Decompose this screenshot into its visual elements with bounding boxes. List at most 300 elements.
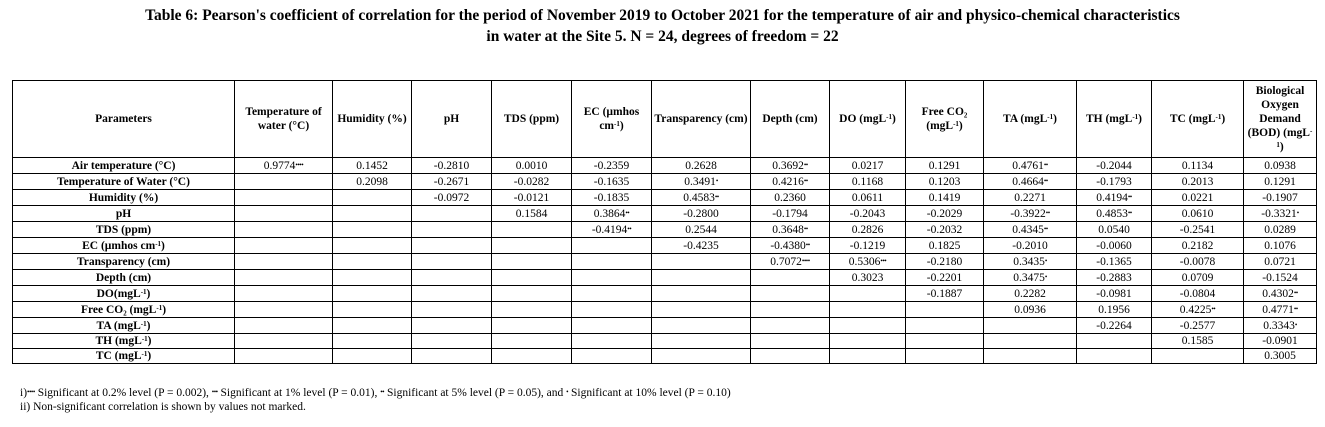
correlation-value: 0.1419 <box>928 191 961 204</box>
correlation-cell <box>1244 318 1317 334</box>
empty-cell <box>830 334 906 349</box>
correlation-value: -0.1365 <box>1096 255 1132 268</box>
correlation-value: -0.3321 <box>1261 208 1297 220</box>
empty-cell <box>412 270 492 286</box>
row-label-end: ) <box>161 239 165 252</box>
significance-mark: •• <box>1043 177 1048 185</box>
correlation-value: 0.3023 <box>851 271 884 284</box>
significance-mark: • <box>1044 273 1047 281</box>
correlation-cell <box>906 238 984 254</box>
table-notes <box>20 385 731 414</box>
header-text: EC (µmhos cm <box>583 106 640 132</box>
correlation-cell <box>830 206 906 222</box>
row-label <box>13 222 235 238</box>
correlation-value: 0.3692 <box>772 160 804 172</box>
header-text: Temperature of water (°C) <box>245 106 322 132</box>
correlation-value: -0.0078 <box>1179 255 1216 268</box>
row-label <box>13 318 235 334</box>
correlation-value: 0.0540 <box>1098 223 1130 236</box>
correlation-cell <box>1244 206 1317 222</box>
significance-mark: •••• <box>801 257 810 265</box>
column-header <box>412 81 492 158</box>
empty-cell <box>492 222 572 238</box>
correlation-cell <box>751 254 830 270</box>
note-text: Significant at 10% level (P = 0.10) <box>568 387 731 399</box>
correlation-cell <box>1152 222 1244 238</box>
empty-cell <box>412 238 492 254</box>
empty-cell <box>492 349 572 364</box>
significance-mark: •• <box>803 225 808 233</box>
correlation-cell <box>1152 334 1244 349</box>
header-text-end: ) <box>1279 141 1284 153</box>
correlation-value: 0.1076 <box>1264 239 1296 252</box>
correlation-cell <box>1244 302 1317 318</box>
correlation-value: -0.0282 <box>513 175 550 188</box>
empty-cell <box>906 349 984 364</box>
correlation-cell <box>906 254 984 270</box>
row-label-text: Humidity (%) <box>88 191 159 204</box>
empty-cell <box>333 302 412 318</box>
correlation-cell <box>1152 254 1244 270</box>
column-header <box>1244 81 1317 158</box>
correlation-cell <box>492 158 572 174</box>
header-text: TDS (ppm) <box>503 113 560 125</box>
correlation-cell <box>652 222 751 238</box>
correlation-value: -0.4380 <box>770 240 806 252</box>
correlation-cell <box>1077 302 1152 318</box>
significance-mark: •• <box>1043 225 1048 233</box>
row-label-text: Temperature of Water (°C) <box>57 175 190 188</box>
header-text: Free CO₂ (mgL <box>921 106 968 132</box>
correlation-value: 0.1203 <box>928 175 961 188</box>
correlation-cell <box>906 174 984 190</box>
row-label-superscript: -1 <box>155 239 162 248</box>
correlation-cell <box>1244 174 1317 190</box>
empty-cell <box>412 206 492 222</box>
correlation-cell <box>492 190 572 206</box>
correlation-cell <box>652 174 751 190</box>
header-row <box>13 81 1317 158</box>
empty-cell <box>906 302 984 318</box>
correlation-value: 0.2271 <box>1014 191 1046 204</box>
correlation-cell <box>984 302 1077 318</box>
empty-cell <box>235 206 333 222</box>
correlation-value: 0.1291 <box>928 159 961 172</box>
correlation-value: -0.0901 <box>1262 335 1298 347</box>
significance-mark: •••• <box>27 388 35 396</box>
correlation-cell <box>751 158 830 174</box>
significance-note <box>20 385 731 400</box>
header-text-end: ) <box>1221 113 1226 125</box>
correlation-value: 0.1134 <box>1181 159 1214 172</box>
table-row <box>13 302 1317 318</box>
header-text: Depth (cm) <box>762 113 818 125</box>
significance-mark: • <box>1044 257 1047 265</box>
correlation-value: 0.2360 <box>774 191 806 204</box>
correlation-cell <box>751 174 830 190</box>
empty-cell <box>751 334 830 349</box>
correlation-value: 0.2628 <box>685 159 717 172</box>
column-header <box>333 81 412 158</box>
empty-cell <box>235 270 333 286</box>
empty-cell <box>235 254 333 270</box>
row-label-text: EC (µmhos cm <box>82 239 156 252</box>
empty-cell <box>333 286 412 302</box>
table-caption <box>0 5 1325 47</box>
correlation-value: -0.2359 <box>593 159 630 172</box>
correlation-cell <box>1244 270 1317 286</box>
column-header <box>984 81 1077 158</box>
row-label-end: ) <box>162 303 167 316</box>
row-label <box>13 206 235 222</box>
correlation-value: 0.4225 <box>1179 304 1212 316</box>
empty-cell <box>412 286 492 302</box>
column-header <box>572 81 652 158</box>
empty-cell <box>830 349 906 364</box>
correlation-value: 0.0611 <box>851 191 884 204</box>
row-label-text: DO(mgL <box>96 287 141 300</box>
correlation-value: -0.2541 <box>1179 223 1216 236</box>
empty-cell <box>652 349 751 364</box>
correlation-cell <box>652 158 751 174</box>
note-text: Significant at 0.2% level (P = 0.002), <box>34 387 212 399</box>
correlation-cell <box>412 158 492 174</box>
correlation-value: 0.3343 <box>1263 320 1295 332</box>
table-row <box>13 174 1317 190</box>
correlation-cell <box>412 190 492 206</box>
empty-cell <box>751 270 830 286</box>
correlation-cell <box>1152 238 1244 254</box>
correlation-cell <box>1077 174 1152 190</box>
note-prefix: i) <box>20 387 28 399</box>
correlation-value: -0.2201 <box>926 271 963 284</box>
correlation-value: 0.2182 <box>1181 239 1214 252</box>
header-text: Parameters <box>95 113 152 125</box>
correlation-value: 0.4216 <box>772 176 804 188</box>
correlation-cell <box>1152 318 1244 334</box>
significance-mark: •• <box>1293 305 1298 313</box>
column-header <box>1077 81 1152 158</box>
correlation-value: 0.0610 <box>1181 207 1214 220</box>
correlation-value: 0.4345 <box>1012 224 1044 236</box>
correlation-value: 0.9774 <box>263 160 296 172</box>
correlation-value: 0.2544 <box>685 223 717 236</box>
non-significant-note: ii) Non-significant correlation is shown by values not marked. <box>20 401 306 413</box>
correlation-value: 0.3864 <box>593 208 626 220</box>
header-text: TH (mgL <box>1085 113 1133 125</box>
empty-cell <box>830 302 906 318</box>
header-superscript: -1 <box>1132 113 1139 121</box>
correlation-value: -0.2264 <box>1096 319 1132 332</box>
correlation-value: -0.1887 <box>926 287 963 300</box>
significance-mark: •• <box>1293 289 1298 297</box>
empty-cell <box>1077 334 1152 349</box>
significance-mark: •• <box>803 177 808 185</box>
empty-cell <box>492 334 572 349</box>
correlation-value: 0.4664 <box>1012 176 1044 188</box>
empty-cell <box>572 349 652 364</box>
table-row <box>13 318 1317 334</box>
empty-cell <box>906 334 984 349</box>
correlation-cell <box>830 174 906 190</box>
correlation-value: 0.1291 <box>1264 175 1296 188</box>
correlation-cell <box>984 222 1077 238</box>
row-label-end: ) <box>146 319 151 332</box>
correlation-value: 0.1584 <box>515 207 548 220</box>
correlation-value: -0.2029 <box>926 207 963 220</box>
correlation-cell <box>1244 190 1317 206</box>
empty-cell <box>333 238 412 254</box>
correlation-cell <box>906 270 984 286</box>
correlation-value: 0.0938 <box>1264 159 1296 172</box>
column-header <box>906 81 984 158</box>
empty-cell <box>492 286 572 302</box>
empty-cell <box>412 334 492 349</box>
correlation-cell <box>572 222 652 238</box>
correlation-value: 0.0221 <box>1181 191 1214 204</box>
correlation-cell <box>1077 254 1152 270</box>
correlation-cell <box>830 222 906 238</box>
correlation-cell <box>984 286 1077 302</box>
empty-cell <box>412 302 492 318</box>
correlation-value: 0.4853 <box>1096 208 1128 220</box>
empty-cell <box>235 222 333 238</box>
empty-cell <box>1077 349 1152 364</box>
correlation-value: -0.3922 <box>1010 208 1046 220</box>
correlation-cell <box>1077 270 1152 286</box>
header-superscript: -1 <box>1047 113 1054 121</box>
empty-cell <box>235 318 333 334</box>
empty-cell <box>572 238 652 254</box>
correlation-cell <box>1152 158 1244 174</box>
correlation-value: -0.2032 <box>926 223 963 236</box>
correlation-cell <box>572 206 652 222</box>
significance-mark: •• <box>1043 161 1048 169</box>
empty-cell <box>333 254 412 270</box>
correlation-cell <box>830 238 906 254</box>
correlation-cell <box>1077 286 1152 302</box>
correlation-value: -0.1907 <box>1262 191 1298 204</box>
empty-cell <box>751 286 830 302</box>
correlation-cell <box>572 190 652 206</box>
header-text: Humidity (%) <box>337 113 407 125</box>
empty-cell <box>984 349 1077 364</box>
correlation-cell <box>751 238 830 254</box>
table-row <box>13 270 1317 286</box>
empty-cell <box>235 349 333 364</box>
empty-cell <box>751 318 830 334</box>
correlation-cell <box>984 174 1077 190</box>
empty-cell <box>830 318 906 334</box>
empty-cell <box>235 190 333 206</box>
correlation-cell <box>984 190 1077 206</box>
correlation-value: 0.0936 <box>1014 303 1046 316</box>
header-text: TA (mgL <box>1003 113 1048 125</box>
correlation-cell <box>1244 334 1317 349</box>
column-header <box>830 81 906 158</box>
header-text: pH <box>443 113 460 125</box>
row-label-end: ) <box>147 335 152 347</box>
column-header <box>235 81 333 158</box>
row-label-text: TC (mgL <box>95 350 142 362</box>
correlation-cell <box>906 190 984 206</box>
column-header-parameters <box>13 81 235 158</box>
note-text: Significant at 1% level (P = 0.01), <box>217 387 381 399</box>
correlation-value: 0.3435 <box>1013 256 1045 268</box>
correlation-cell <box>1152 206 1244 222</box>
correlation-cell <box>492 174 572 190</box>
correlation-value: 0.1825 <box>928 239 961 252</box>
correlation-cell <box>1244 158 1317 174</box>
correlation-cell <box>1152 270 1244 286</box>
correlation-cell <box>830 270 906 286</box>
correlation-value: -0.2883 <box>1096 271 1132 284</box>
header-text-end: ) <box>958 120 963 132</box>
correlation-cell <box>906 222 984 238</box>
header-text-end: ) <box>619 120 624 132</box>
empty-cell <box>492 302 572 318</box>
empty-cell <box>333 206 412 222</box>
header-text: Transparency (cm) <box>654 113 748 125</box>
correlation-cell <box>1152 190 1244 206</box>
row-label <box>13 302 235 318</box>
row-label <box>13 174 235 190</box>
correlation-cell <box>984 238 1077 254</box>
correlation-value: 0.4194 <box>1096 192 1128 204</box>
correlation-cell <box>333 174 412 190</box>
empty-cell <box>572 270 652 286</box>
correlation-value: -0.0981 <box>1096 287 1132 300</box>
correlation-value: 0.1956 <box>1098 303 1130 316</box>
correlation-value: 0.2826 <box>851 223 884 236</box>
table-row <box>13 286 1317 302</box>
empty-cell <box>235 302 333 318</box>
empty-cell <box>572 286 652 302</box>
correlation-value: -0.1835 <box>593 191 630 204</box>
significance-mark: •• <box>805 241 810 249</box>
correlation-value: 0.1452 <box>356 159 388 172</box>
column-header <box>492 81 572 158</box>
row-label-text: TA (mgL <box>96 319 141 332</box>
correlation-cell <box>1152 286 1244 302</box>
header-text: Biological Oxygen Demand (BOD) (mgL <box>1247 85 1310 139</box>
correlation-value: 0.4761 <box>1012 160 1044 172</box>
empty-cell <box>333 222 412 238</box>
correlation-value: -0.0804 <box>1179 287 1216 300</box>
row-label-text: Air temperature (°C) <box>71 159 176 172</box>
header-text-end: ) <box>1053 113 1057 125</box>
empty-cell <box>333 318 412 334</box>
table-row <box>13 206 1317 222</box>
empty-cell <box>652 270 751 286</box>
empty-cell <box>235 334 333 349</box>
correlation-value: 0.2098 <box>356 175 388 188</box>
significance-mark: •• <box>1127 193 1132 201</box>
empty-cell <box>492 318 572 334</box>
significance-mark: •• <box>625 209 630 217</box>
correlation-value: -0.1793 <box>1096 175 1132 188</box>
row-label <box>13 190 235 206</box>
significance-mark: •• <box>1211 305 1216 313</box>
correlation-cell <box>333 158 412 174</box>
correlation-value: 0.3475 <box>1013 272 1045 284</box>
correlation-cell <box>492 206 572 222</box>
correlation-cell <box>1077 158 1152 174</box>
correlation-value: 0.0721 <box>1264 255 1296 268</box>
correlation-cell <box>830 254 906 270</box>
row-label-superscript: -1 <box>140 319 147 328</box>
correlation-cell <box>1244 349 1317 364</box>
empty-cell <box>652 286 751 302</box>
empty-cell <box>235 238 333 254</box>
header-text: TC (mgL <box>1169 113 1216 125</box>
correlation-cell <box>984 254 1077 270</box>
correlation-value: -0.4194 <box>591 224 628 236</box>
empty-cell <box>333 334 412 349</box>
table-row <box>13 190 1317 206</box>
significance-mark: • <box>1294 321 1297 329</box>
correlation-value: -0.0060 <box>1096 239 1132 252</box>
correlation-value: 0.0289 <box>1264 223 1296 236</box>
significance-mark: • <box>566 388 569 396</box>
correlation-cell <box>906 286 984 302</box>
correlation-value: -0.2577 <box>1179 319 1216 332</box>
header-superscript: -1 <box>614 120 620 128</box>
correlation-cell <box>235 158 333 174</box>
correlation-cell <box>906 158 984 174</box>
correlation-value: 0.0217 <box>851 159 884 172</box>
caption-line-1: Table 6: Pearson's coefficient of correlation for the period of November 2019 to October 2021 for the temperature of air and physico-chemical characteristics <box>145 7 1180 24</box>
correlation-cell <box>751 206 830 222</box>
empty-cell <box>751 302 830 318</box>
empty-cell <box>830 286 906 302</box>
empty-cell <box>235 174 333 190</box>
correlation-value: 0.1168 <box>851 175 884 188</box>
empty-cell <box>333 190 412 206</box>
correlation-cell <box>572 158 652 174</box>
significance-mark: •• <box>1045 209 1050 217</box>
row-label-text: pH <box>115 207 132 220</box>
correlation-value: 0.4302 <box>1262 288 1294 300</box>
row-label <box>13 349 235 364</box>
header-text: DO (mgL <box>839 113 887 125</box>
header-superscript: -1 <box>886 113 892 121</box>
row-label-text: TH (mgL <box>95 335 142 347</box>
correlation-cell <box>984 270 1077 286</box>
correlation-cell <box>830 158 906 174</box>
row-label-end: ) <box>147 350 152 362</box>
significance-mark: •••• <box>295 161 304 169</box>
correlation-value: -0.2044 <box>1096 159 1132 172</box>
row-label-superscript: -1 <box>140 287 147 296</box>
row-label <box>13 254 235 270</box>
empty-cell <box>906 318 984 334</box>
correlation-cell <box>1077 222 1152 238</box>
empty-cell <box>333 349 412 364</box>
correlation-cell <box>1244 254 1317 270</box>
correlation-value: -0.0972 <box>433 191 470 204</box>
table-row <box>13 158 1317 174</box>
correlation-value: -0.2043 <box>849 207 886 220</box>
correlation-cell <box>1152 302 1244 318</box>
correlation-cell <box>412 174 492 190</box>
header-superscript: -1 <box>1215 113 1222 121</box>
row-label-end: ) <box>146 287 151 300</box>
correlation-cell <box>1077 318 1152 334</box>
correlation-value: 0.5306 <box>848 256 881 268</box>
empty-cell <box>572 318 652 334</box>
correlation-cell <box>1244 222 1317 238</box>
